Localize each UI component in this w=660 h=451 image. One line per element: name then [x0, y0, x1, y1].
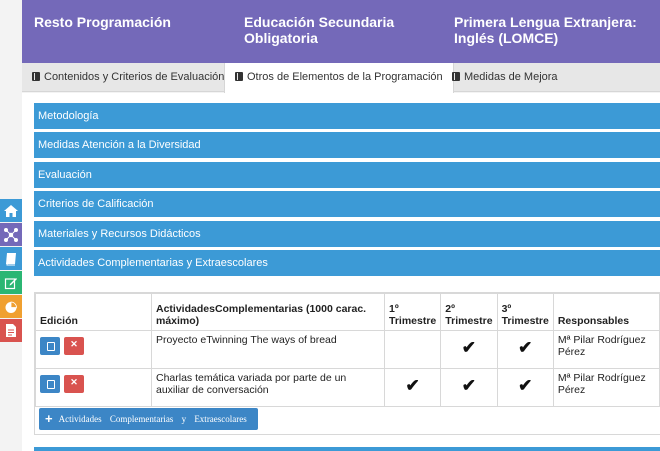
- responsables-cell: Mª Pilar Rodríguez Pérez: [553, 369, 659, 407]
- trimestre-3-cell: [497, 331, 553, 369]
- activity-cell: Charlas temática variada por parte de un auxiliar de conversación: [152, 369, 385, 407]
- edit-cell: [36, 331, 152, 369]
- header-trimestre-2: 2º Trimestre: [441, 294, 497, 331]
- tab-bar: [22, 63, 660, 92]
- plus-icon: +: [45, 411, 53, 426]
- next-section-bar[interactable]: [34, 447, 660, 451]
- book-icon: [4, 252, 18, 266]
- header-actividades: ActividadesComplementarias (1000 carac. máximo): [152, 294, 385, 331]
- table-row: [36, 369, 660, 407]
- tab-medidas-mejora[interactable]: [442, 63, 568, 92]
- edit-button[interactable]: [40, 375, 60, 393]
- edit-icon: [4, 276, 18, 290]
- book-icon: [32, 72, 40, 81]
- tab-contenidos[interactable]: [22, 63, 234, 92]
- check-icon: ✔: [461, 338, 477, 357]
- tab-label: Contenidos y Criterios de Evaluación: [44, 71, 225, 83]
- add-activity-label: Actividades Complementarias y Extraescolares: [58, 414, 247, 424]
- network-icon: [3, 227, 19, 243]
- sidebar-document[interactable]: [0, 319, 22, 342]
- sidebar-home[interactable]: [0, 199, 22, 222]
- header-responsables: Responsables: [553, 294, 659, 331]
- section-criterios-calificacion[interactable]: Criterios de Calificación: [34, 191, 660, 217]
- trimestre-1-cell: [385, 369, 441, 407]
- tab-otros-elementos[interactable]: [224, 63, 454, 93]
- section-actividades-complementarias[interactable]: Actividades Complementarias y Extraescolares: [34, 250, 660, 276]
- left-sidebar: [0, 199, 22, 343]
- page-header: [22, 0, 660, 63]
- trimestre-2-cell: [441, 331, 497, 369]
- responsables-cell: Mª Pilar Rodríguez Pérez: [553, 331, 659, 369]
- edit-button[interactable]: [40, 337, 60, 355]
- header-edicion: Edición: [36, 294, 152, 331]
- activity-cell: Proyecto eTwinning The ways of bread: [152, 331, 385, 369]
- check-icon: ✔: [461, 376, 477, 395]
- section-metodologia[interactable]: Metodología: [34, 103, 660, 129]
- check-icon: ✔: [518, 338, 533, 357]
- delete-button[interactable]: [64, 375, 84, 393]
- sidebar-edit[interactable]: [0, 271, 22, 294]
- delete-button[interactable]: [64, 337, 84, 355]
- sidebar-book[interactable]: [0, 247, 22, 270]
- check-icon: ✔: [518, 376, 533, 395]
- activities-table: [35, 293, 660, 407]
- tab-label: Medidas de Mejora: [464, 71, 558, 83]
- table-header-row: [36, 294, 660, 331]
- sidebar-network[interactable]: [0, 223, 22, 246]
- add-activity-button[interactable]: [39, 408, 258, 430]
- section-evaluacion[interactable]: Evaluación: [34, 162, 660, 188]
- pie-chart-icon: [4, 300, 18, 314]
- activities-panel: [34, 292, 660, 435]
- trimestre-1-cell: [385, 331, 441, 369]
- section-materiales-recursos[interactable]: Materiales y Recursos Didácticos: [34, 221, 660, 247]
- check-icon: ✔: [405, 376, 420, 395]
- header-trimestre-1: 1º Trimestre: [385, 294, 441, 331]
- book-icon: [452, 72, 460, 81]
- document-icon: [5, 323, 17, 338]
- home-icon: [3, 204, 19, 218]
- header-title: Resto Programación: [34, 14, 171, 30]
- section-list: [34, 103, 660, 279]
- edit-cell: [36, 369, 152, 407]
- header-stage: Educación Secundaria Obligatoria: [244, 14, 395, 46]
- sidebar-chart[interactable]: [0, 295, 22, 318]
- table-row: [36, 331, 660, 369]
- header-trimestre-3: 3º Trimestre: [497, 294, 553, 331]
- header-subject: Primera Lengua Extranjera: Inglés (LOMCE): [454, 14, 637, 46]
- trimestre-2-cell: [441, 369, 497, 407]
- book-icon: [235, 72, 243, 81]
- trimestre-3-cell: [497, 369, 553, 407]
- tab-label: Otros de Elementos de la Programación: [247, 71, 443, 83]
- section-atencion-diversidad[interactable]: Medidas Atención a la Diversidad: [34, 132, 660, 158]
